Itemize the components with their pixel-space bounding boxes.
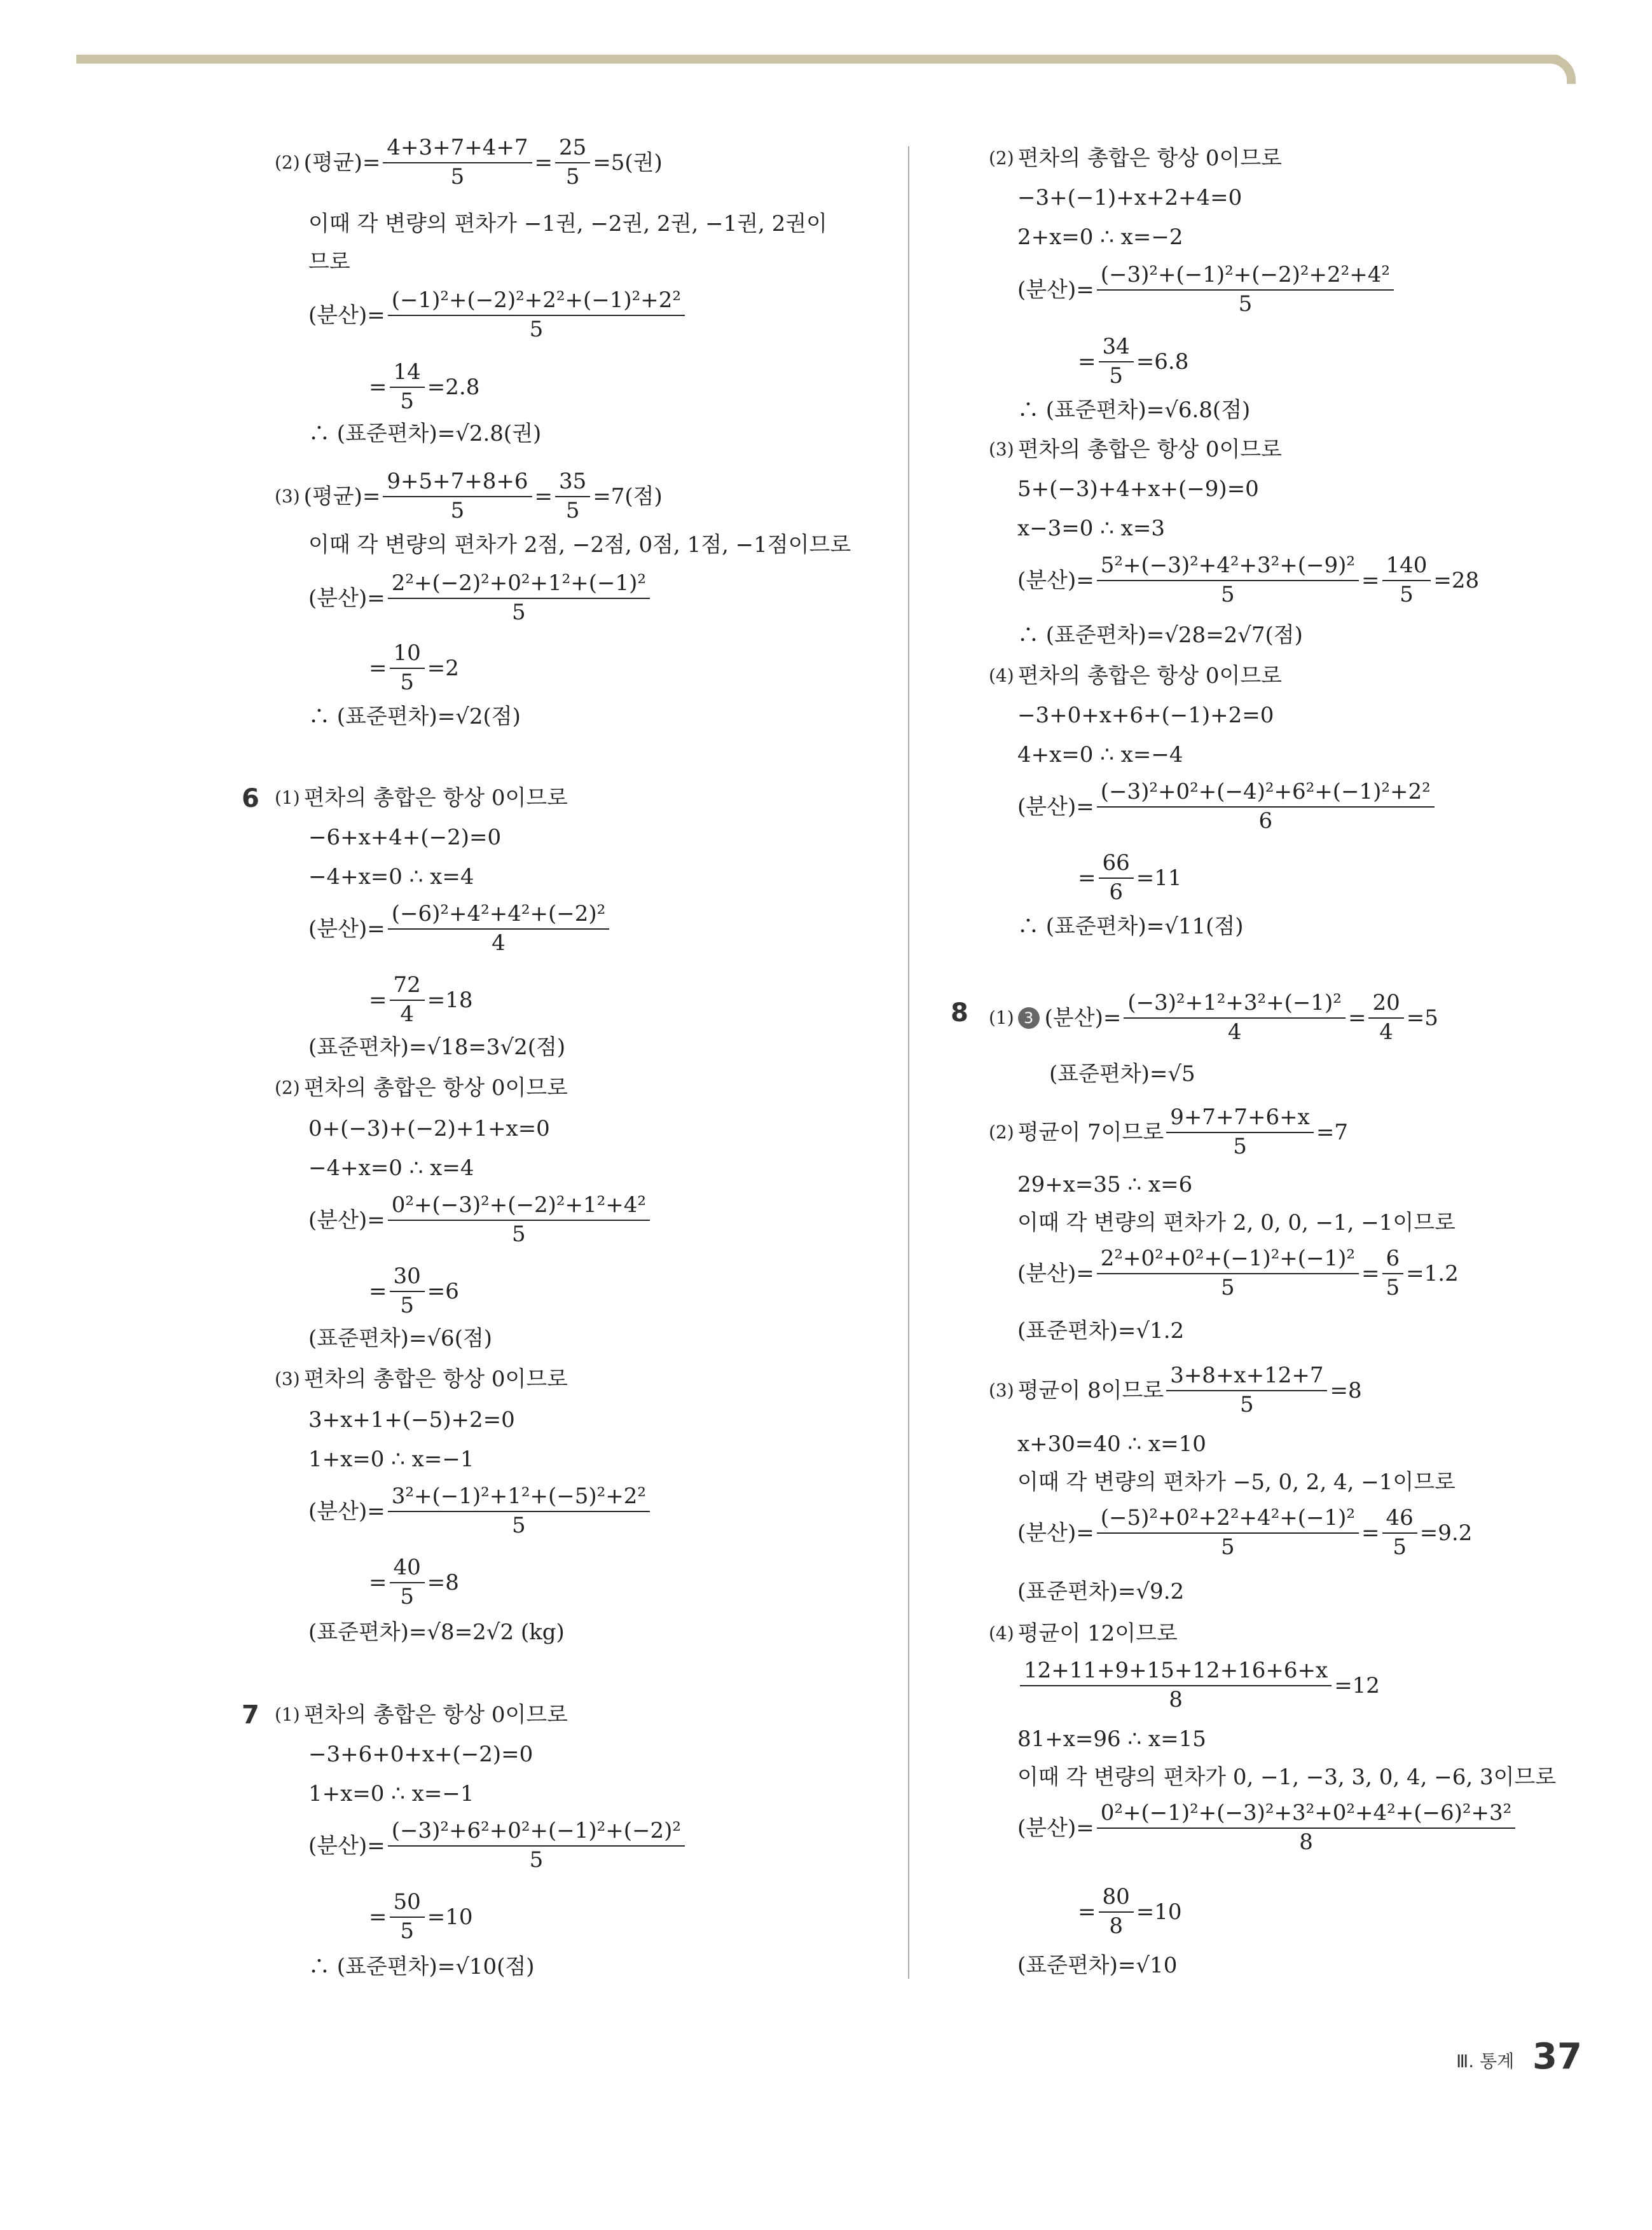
top-decorative-bar [76, 55, 1564, 64]
variance-result: = $\frac{14}{5}$ =2.8 [369, 359, 480, 414]
fraction: $\frac{80}{8}$ [1099, 1886, 1134, 1937]
variance-line: (분산)= $\frac{\text{(−5)²+0²+2²+4²+(−1)²}}{5}$ = $\frac{46}{5}$ =9.2 [1017, 1505, 1473, 1560]
fraction: $\frac{\text{(−3)²+6²+0²+(−1)²+(−2)²}}{5}$ [388, 1820, 685, 1871]
fraction: $\frac{14}{5}$ [390, 361, 425, 413]
fraction: $\frac{50}{5}$ [390, 1891, 425, 1943]
fraction: $\frac{\text{0²+(−3)²+(−2)²+1²+4²}}{5}$ [388, 1194, 650, 1246]
equation-line: −6+x+4+(−2)=0 [308, 825, 502, 850]
page-number: 37 [1532, 2036, 1582, 2077]
text-line: 므로 [308, 249, 350, 275]
sd-line: ∴ (표준편차)=√2.8(권) [308, 421, 542, 446]
variance-line: (분산)= $\frac{\text{(−3)²+6²+0²+(−1)²+(−2)²}}{5}$ [308, 1820, 687, 1871]
equation-line: 3+x+1+(−5)+2=0 [308, 1407, 515, 1433]
variance-result: = $\frac{30}{5}$ =6 [369, 1263, 459, 1318]
variance-result: = $\frac{34}{5}$ =6.8 [1078, 334, 1189, 389]
fraction: $\frac{\text{2²+0²+0²+(−1)²+(−1)²}}{5}$ [1097, 1248, 1359, 1299]
variance-line: (분산)= $\frac{\text{5²+(−3)²+4²+3²+(−9)²}}{5}$ = $\frac{140}{5}$ =28 [1017, 553, 1480, 607]
sd-line: ∴ (표준편차)=√2(점) [308, 704, 521, 729]
sd-line: (표준편차)=√10 [1017, 1953, 1178, 1978]
step-badge: 3 [1018, 1007, 1040, 1029]
problem-8-1-variance: (1) 3 (분산)= $\frac{\text{(−3)²+1²+3²+(−1)²}}{4}$ = $\frac{20}{4}$ =5 [989, 990, 1438, 1045]
fraction: $\frac{30}{5}$ [390, 1265, 425, 1317]
text-line: 이때 각 변량의 편차가 2점, −2점, 0점, 1점, −1점이므로 [308, 532, 851, 558]
equation-line: 4+x=0 ∴ x=−4 [1017, 742, 1183, 767]
sd-line: (표준편차)=√1.2 [1017, 1318, 1185, 1344]
equation-line: 1+x=0 ∴ x=−1 [308, 1781, 474, 1807]
fraction: $\frac{\text{(−5)²+0²+2²+4²+(−1)²}}{5}$ [1097, 1507, 1359, 1559]
fraction: $\frac{20}{4}$ [1368, 992, 1403, 1043]
problem-number: 6 [242, 784, 259, 813]
problem-7-1-title: (1) 편차의 총합은 항상 0이므로 [275, 1702, 568, 1728]
equation-line: −4+x=0 ∴ x=4 [308, 1155, 474, 1181]
equation-line: −4+x=0 ∴ x=4 [308, 864, 474, 890]
variance-line: (분산)= $\frac{\text{(−3)²+0²+(−4)²+6²+(−1)²+2²}}{6}$ [1017, 781, 1437, 832]
sd-line: (표준편차)=√9.2 [1017, 1579, 1185, 1604]
variance-result: = $\frac{50}{5}$ =10 [369, 1889, 473, 1944]
fraction: $\frac{40}{5}$ [390, 1557, 425, 1608]
equation-line: 81+x=96 ∴ x=15 [1017, 1726, 1206, 1752]
sd-line: ∴ (표준편차)=√10(점) [308, 1954, 535, 1979]
equation-line: 29+x=35 ∴ x=6 [1017, 1172, 1193, 1197]
problem-number: 7 [242, 1700, 259, 1730]
fraction: $\frac{140}{5}$ [1382, 554, 1431, 606]
problem-7-2-title: (2) 편차의 총합은 항상 0이므로 [989, 146, 1283, 171]
problem-8-3-mean: (3) 평균이 8이므로 $\frac{3+8+x+12+7}{5}$ =8 [989, 1363, 1362, 1417]
fraction: $\frac{12+11+9+15+12+16+6+x}{8}$ [1020, 1660, 1332, 1711]
equation-line: −3+0+x+6+(−1)+2=0 [1017, 703, 1274, 728]
variance-result: = $\frac{40}{5}$ =8 [369, 1555, 459, 1609]
fraction: $\frac{66}{6}$ [1099, 852, 1134, 904]
sd-line: ∴ (표준편차)=√11(점) [1017, 914, 1244, 939]
equation-line: −3+6+0+x+(−2)=0 [308, 1742, 533, 1767]
problem-6-3-title: (3) 편차의 총합은 항상 0이므로 [275, 1366, 568, 1392]
fraction: $\frac{9+5+7+8+6}{5}$ [383, 471, 532, 522]
fraction: $\frac{9+7+7+6+x}{5}$ [1166, 1106, 1314, 1158]
fraction: $\frac{\text{(−3)²+1²+3²+(−1)²}}{4}$ [1124, 992, 1346, 1043]
fraction: $\frac{72}{4}$ [390, 974, 425, 1026]
variance-line: (분산)= $\frac{\text{0²+(−3)²+(−2)²+1²+4²}}{5}$ [308, 1194, 652, 1246]
problem-5-2-mean: (2) (평균)= $\frac{4+3+7+4+7}{5}$ = $\frac{25}{5}$ =5(권) [275, 135, 663, 189]
fraction: $\frac{3+8+x+12+7}{5}$ [1166, 1365, 1327, 1416]
equation-line: 1+x=0 ∴ x=−1 [308, 1447, 474, 1472]
text-line: 이때 각 변량의 편차가 −1권, −2권, 2권, −1권, 2권이 [308, 211, 827, 237]
variance-result: = $\frac{80}{8}$ =10 [1078, 1884, 1182, 1939]
fraction: $\frac{35}{5}$ [555, 471, 590, 522]
fraction: $\frac{\text{0²+(−1)²+(−3)²+3²+0²+4²+(−6)²+3²}}{8}$ [1097, 1802, 1516, 1854]
problem-7-3-title: (3) 편차의 총합은 항상 0이므로 [989, 437, 1283, 462]
fraction: $\frac{\text{2²+(−2)²+0²+1²+(−1)²}}{5}$ [388, 572, 650, 624]
problem-6-1-title: (1) 편차의 총합은 항상 0이므로 [275, 785, 568, 811]
problem-7-4-title: (4) 편차의 총합은 항상 0이므로 [989, 663, 1283, 689]
fraction: $\frac{\text{3²+(−1)²+1²+(−5)²+2²}}{5}$ [388, 1485, 650, 1537]
sd-line: (표준편차)=√18=3√2(점) [308, 1035, 566, 1060]
fraction: $\frac{46}{5}$ [1382, 1507, 1417, 1559]
problem-number: 8 [951, 998, 968, 1028]
equation-line: x+30=40 ∴ x=10 [1017, 1431, 1206, 1457]
column-divider [908, 146, 909, 1979]
variance-result: = $\frac{72}{4}$ =18 [369, 972, 473, 1027]
equation-line: 0+(−3)+(−2)+1+x=0 [308, 1116, 550, 1141]
fraction: $\frac{6}{5}$ [1382, 1248, 1404, 1299]
equation-line: x−3=0 ∴ x=3 [1017, 516, 1165, 541]
problem-5-3-mean: (3) (평균)= $\frac{9+5+7+8+6}{5}$ = $\frac{35}{5}$ =7(점) [275, 469, 663, 523]
sd-line: ∴ (표준편차)=√6.8(점) [1017, 397, 1251, 423]
fraction: $\frac{34}{5}$ [1099, 336, 1134, 387]
variance-line: (분산)= $\frac{\text{(−3)²+(−1)²+(−2)²+2²+4²}}{5}$ [1017, 264, 1396, 315]
variance-line: (분산)= $\frac{\text{2²+(−2)²+0²+1²+(−1)²}}{5}$ [308, 572, 652, 624]
text-line: 이때 각 변량의 편차가 2, 0, 0, −1, −1이므로 [1017, 1210, 1456, 1235]
variance-line: (분산)= $\frac{\text{2²+0²+0²+(−1)²+(−1)²}}{5}$ = $\frac{6}{5}$ =1.2 [1017, 1246, 1459, 1300]
fraction: $\frac{\text{(−3)²+(−1)²+(−2)²+2²+4²}}{5}$ [1097, 264, 1394, 315]
problem-8-4-title: (4) 평균이 12이므로 [989, 1621, 1178, 1646]
variance-line: (분산)= $\frac{\text{3²+(−1)²+1²+(−5)²+2²}}{5}$ [308, 1485, 652, 1537]
top-bar-curve [1539, 55, 1576, 84]
problem-6-2-title: (2) 편차의 총합은 항상 0이므로 [275, 1075, 568, 1101]
text-line: 이때 각 변량의 편차가 0, −1, −3, 3, 0, 4, −6, 3이므로 [1017, 1765, 1557, 1790]
variance-result: = $\frac{66}{6}$ =11 [1078, 850, 1182, 905]
variance-result: = $\frac{10}{5}$ =2 [369, 640, 459, 695]
fraction: $\frac{25}{5}$ [555, 137, 590, 188]
fraction: $\frac{\text{5²+(−3)²+4²+3²+(−9)²}}{5}$ [1097, 554, 1359, 606]
fraction: $\frac{10}{5}$ [390, 642, 425, 694]
sd-line: (표준편차)=√6(점) [308, 1326, 493, 1351]
mean-equation: $\frac{12+11+9+15+12+16+6+x}{8}$ =12 [1017, 1660, 1380, 1711]
problem-8-2-mean: (2) 평균이 7이므로 $\frac{9+7+7+6+x}{5}$ =7 [989, 1105, 1348, 1159]
footer-section-label: Ⅲ. 통계 [1456, 2051, 1515, 2072]
equation-line: 5+(−3)+4+x+(−9)=0 [1017, 476, 1259, 502]
variance-line: (분산)= $\frac{\text{(−6)²+4²+4²+(−2)²}}{4}$ [308, 903, 612, 954]
fraction: $\frac{\text{(−6)²+4²+4²+(−2)²}}{4}$ [388, 903, 610, 954]
text-line: 이때 각 변량의 편차가 −5, 0, 2, 4, −1이므로 [1017, 1469, 1456, 1495]
sd-line: (표준편차)=√8=2√2 (kg) [308, 1620, 565, 1645]
variance-line: (분산)= $\frac{\text{0²+(−1)²+(−3)²+3²+0²+4²+(−6)²+3²}}{8}$ [1017, 1802, 1518, 1854]
equation-line: 2+x=0 ∴ x=−2 [1017, 224, 1183, 250]
sd-line: ∴ (표준편차)=√28=2√7(점) [1017, 623, 1303, 648]
sd-line: (표준편차)=√5 [1049, 1061, 1195, 1087]
fraction: $\frac{4+3+7+4+7}{5}$ [383, 137, 532, 188]
equation-line: −3+(−1)+x+2+4=0 [1017, 185, 1242, 210]
fraction: $\frac{\text{(−3)²+0²+(−4)²+6²+(−1)²+2²}}{6}$ [1097, 781, 1435, 832]
fraction: $\frac{\text{(−1)²+(−2)²+2²+(−1)²+2²}}{5}$ [388, 289, 685, 341]
variance-line: (분산)= $\frac{\text{(−1)²+(−2)²+2²+(−1)²+2²}}{5}$ [308, 289, 687, 341]
